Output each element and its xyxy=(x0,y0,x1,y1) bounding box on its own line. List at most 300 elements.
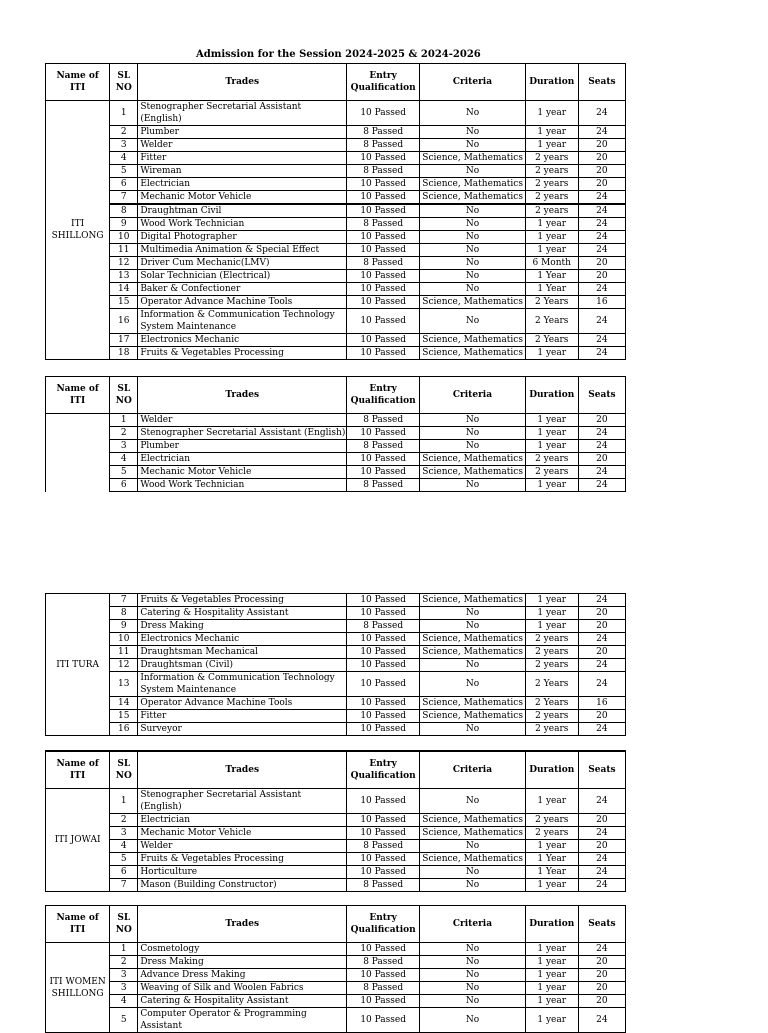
cell-sl: 1 xyxy=(110,414,138,427)
cell-seats: 24 xyxy=(578,466,625,479)
cell-trade: Electrician xyxy=(138,814,347,827)
table-row xyxy=(46,334,626,347)
cell-trade: Electrician xyxy=(138,178,347,191)
cell-entry: 10 Passed xyxy=(347,723,420,736)
cell-trade: Draughtsman (Civil) xyxy=(138,659,347,672)
cell-criteria: No xyxy=(420,943,525,956)
cell-trade: Mechanic Motor Vehicle xyxy=(138,466,347,479)
cell-sl: 5 xyxy=(110,853,138,866)
cell-trade: Advance Dress Making xyxy=(138,969,347,982)
cell-duration: 2 years xyxy=(525,204,578,218)
cell-seats: 20 xyxy=(578,969,625,982)
table-row xyxy=(46,101,626,126)
cell-seats: 20 xyxy=(578,152,625,165)
cell-duration: 1 year xyxy=(525,789,578,814)
cell-entry: 8 Passed xyxy=(347,218,420,231)
cell-seats: 20 xyxy=(578,956,625,969)
cell-entry: 10 Passed xyxy=(347,659,420,672)
cell-entry: 10 Passed xyxy=(347,466,420,479)
cell-seats: 20 xyxy=(578,620,625,633)
cell-entry: 8 Passed xyxy=(347,165,420,178)
table-row xyxy=(46,231,626,244)
cell-duration: 1 year xyxy=(525,943,578,956)
cell-criteria: No xyxy=(420,982,525,995)
cell-duration: 2 years xyxy=(525,646,578,659)
cell-entry: 10 Passed xyxy=(347,270,420,283)
table-row xyxy=(46,853,626,866)
cell-sl: 9 xyxy=(110,620,138,633)
table-row xyxy=(46,347,626,360)
cell-entry: 10 Passed xyxy=(347,191,420,205)
cell-criteria: No xyxy=(420,270,525,283)
table-row xyxy=(46,646,626,659)
jowai-table xyxy=(45,750,626,892)
cell-duration: 1 year xyxy=(525,607,578,620)
header-row xyxy=(46,377,626,414)
cell-duration: 2 Years xyxy=(525,697,578,710)
cell-duration: 1 year xyxy=(525,231,578,244)
cell-criteria: No xyxy=(420,866,525,879)
cell-duration: 1 year xyxy=(525,479,578,492)
cell-criteria: No xyxy=(420,283,525,296)
table-row xyxy=(46,879,626,892)
cell-entry: 10 Passed xyxy=(347,178,420,191)
cell-seats: 20 xyxy=(578,178,625,191)
cell-entry: 10 Passed xyxy=(347,427,420,440)
cell-trade: Driver Cum Mechanic(LMV) xyxy=(138,257,347,270)
header-sl: SL NO xyxy=(110,377,138,414)
cell-duration: 2 years xyxy=(525,165,578,178)
cell-entry: 8 Passed xyxy=(347,840,420,853)
cell-duration: 2 Years xyxy=(525,334,578,347)
header-row xyxy=(46,751,626,789)
cell-sl: 15 xyxy=(110,296,138,309)
cell-criteria: No xyxy=(420,956,525,969)
table-iti-shillong xyxy=(45,63,626,360)
cell-sl: 4 xyxy=(110,152,138,165)
cell-sl: 3 xyxy=(110,139,138,152)
cell-trade: Welder xyxy=(138,414,347,427)
cell-entry: 8 Passed xyxy=(347,126,420,139)
cell-duration: 2 years xyxy=(525,453,578,466)
cell-seats: 24 xyxy=(578,334,625,347)
cell-entry: 10 Passed xyxy=(347,283,420,296)
cell-criteria: No xyxy=(420,1008,525,1033)
cell-entry: 8 Passed xyxy=(347,620,420,633)
table-row xyxy=(46,814,626,827)
cell-trade: Fitter xyxy=(138,710,347,723)
table-iti-tura-a xyxy=(45,376,626,492)
cell-seats: 24 xyxy=(578,633,625,646)
cell-seats: 24 xyxy=(578,204,625,218)
cell-trade: Draughtman Civil xyxy=(138,204,347,218)
cell-entry: 10 Passed xyxy=(347,607,420,620)
cell-trade: Wood Work Technician xyxy=(138,479,347,492)
cell-entry: 8 Passed xyxy=(347,257,420,270)
cell-seats: 20 xyxy=(578,414,625,427)
cell-trade: Electronics Mechanic xyxy=(138,334,347,347)
cell-duration: 1 year xyxy=(525,594,578,607)
cell-trade: Plumber xyxy=(138,126,347,139)
cell-criteria: Science, Mathematics xyxy=(420,710,525,723)
cell-seats: 20 xyxy=(578,139,625,152)
table-row xyxy=(46,943,626,956)
cell-criteria: Science, Mathematics xyxy=(420,827,525,840)
cell-trade: Stenographer Secretarial Assistant (English) xyxy=(138,101,347,126)
cell-duration: 1 year xyxy=(525,440,578,453)
cell-duration: 2 years xyxy=(525,723,578,736)
cell-criteria: No xyxy=(420,840,525,853)
cell-criteria: Science, Mathematics xyxy=(420,697,525,710)
table-row xyxy=(46,218,626,231)
cell-trade: Solar Technician (Electrical) xyxy=(138,270,347,283)
cell-seats: 24 xyxy=(578,347,625,360)
cell-seats: 20 xyxy=(578,257,625,270)
cell-seats: 24 xyxy=(578,427,625,440)
cell-entry: 10 Passed xyxy=(347,827,420,840)
cell-entry: 10 Passed xyxy=(347,594,420,607)
cell-entry: 8 Passed xyxy=(347,879,420,892)
header-duration: Duration xyxy=(525,64,578,101)
cell-duration: 1 year xyxy=(525,1008,578,1033)
cell-duration: 2 years xyxy=(525,466,578,479)
cell-sl: 9 xyxy=(110,218,138,231)
cell-seats: 20 xyxy=(578,710,625,723)
table-row xyxy=(46,309,626,334)
cell-seats: 20 xyxy=(578,840,625,853)
cell-criteria: No xyxy=(420,440,525,453)
header-seats: Seats xyxy=(578,906,625,943)
cell-duration: 2 Years xyxy=(525,672,578,697)
cell-criteria: Science, Mathematics xyxy=(420,853,525,866)
cell-duration: 2 years xyxy=(525,191,578,205)
table-row xyxy=(46,257,626,270)
cell-trade: Information & Communication Technology System Maintenance xyxy=(138,672,347,697)
cell-sl: 2 xyxy=(110,814,138,827)
table-row xyxy=(46,723,626,736)
cell-duration: 1 year xyxy=(525,879,578,892)
cell-seats: 24 xyxy=(578,244,625,257)
cell-duration: 1 year xyxy=(525,995,578,1008)
header-criteria: Criteria xyxy=(420,906,525,943)
cell-criteria: No xyxy=(420,257,525,270)
cell-seats: 20 xyxy=(578,453,625,466)
cell-duration: 2 years xyxy=(525,827,578,840)
cell-sl: 7 xyxy=(110,191,138,205)
cell-entry: 10 Passed xyxy=(347,866,420,879)
header-sl: SL NO xyxy=(110,751,138,789)
table-row xyxy=(46,607,626,620)
header-entry: Entry Qualification xyxy=(347,751,420,789)
header-entry: Entry Qualification xyxy=(347,377,420,414)
table-row xyxy=(46,440,626,453)
cell-trade: Catering & Hospitality Assistant xyxy=(138,607,347,620)
cell-criteria: No xyxy=(420,607,525,620)
iti-name-cell: ITI JOWAI xyxy=(46,789,110,892)
cell-seats: 24 xyxy=(578,672,625,697)
cell-entry: 8 Passed xyxy=(347,139,420,152)
table-row xyxy=(46,866,626,879)
cell-trade: Wireman xyxy=(138,165,347,178)
cell-duration: 1 year xyxy=(525,982,578,995)
document-title: Admission for the Session 2024-2025 & 2024-2026 xyxy=(196,49,481,60)
cell-criteria: Science, Mathematics xyxy=(420,178,525,191)
cell-entry: 10 Passed xyxy=(347,853,420,866)
cell-duration: 1 year xyxy=(525,244,578,257)
cell-criteria: No xyxy=(420,231,525,244)
cell-sl: 8 xyxy=(110,607,138,620)
table-row xyxy=(46,1008,626,1033)
cell-duration: 1 year xyxy=(525,139,578,152)
cell-duration: 2 years xyxy=(525,710,578,723)
header-seats: Seats xyxy=(578,64,625,101)
cell-entry: 10 Passed xyxy=(347,334,420,347)
header-trades: Trades xyxy=(138,377,347,414)
cell-sl: 14 xyxy=(110,283,138,296)
cell-criteria: Science, Mathematics xyxy=(420,814,525,827)
cell-criteria: No xyxy=(420,723,525,736)
cell-trade: Fruits & Vegetables Processing xyxy=(138,594,347,607)
table-row xyxy=(46,479,626,492)
cell-criteria: No xyxy=(420,414,525,427)
table-row xyxy=(46,594,626,607)
cell-trade: Surveyor xyxy=(138,723,347,736)
cell-seats: 20 xyxy=(578,982,625,995)
cell-sl: 13 xyxy=(110,270,138,283)
cell-criteria: No xyxy=(420,165,525,178)
cell-entry: 10 Passed xyxy=(347,347,420,360)
header-entry: Entry Qualification xyxy=(347,64,420,101)
cell-criteria: No xyxy=(420,659,525,672)
cell-seats: 24 xyxy=(578,191,625,205)
cell-seats: 24 xyxy=(578,440,625,453)
table-row xyxy=(46,697,626,710)
cell-trade: Fruits & Vegetables Processing xyxy=(138,853,347,866)
cell-trade: Stenographer Secretarial Assistant (English) xyxy=(138,789,347,814)
iti-name-cell: ITI SHILLONG xyxy=(46,101,110,360)
cell-criteria: No xyxy=(420,620,525,633)
cell-trade: Fruits & Vegetables Processing xyxy=(138,347,347,360)
cell-duration: 1 year xyxy=(525,414,578,427)
cell-seats: 24 xyxy=(578,827,625,840)
cell-sl: 5 xyxy=(110,466,138,479)
cell-entry: 10 Passed xyxy=(347,1008,420,1033)
cell-criteria: Science, Mathematics xyxy=(420,466,525,479)
cell-entry: 10 Passed xyxy=(347,943,420,956)
cell-duration: 1 Year xyxy=(525,853,578,866)
cell-criteria: No xyxy=(420,789,525,814)
header-name: Name of ITI xyxy=(46,906,110,943)
cell-trade: Digital Photographer xyxy=(138,231,347,244)
cell-seats: 24 xyxy=(578,1008,625,1033)
table-row xyxy=(46,191,626,205)
cell-duration: 1 year xyxy=(525,101,578,126)
cell-entry: 8 Passed xyxy=(347,982,420,995)
table-row xyxy=(46,620,626,633)
cell-trade: Operator Advance Machine Tools xyxy=(138,296,347,309)
cell-trade: Operator Advance Machine Tools xyxy=(138,697,347,710)
table-row xyxy=(46,453,626,466)
cell-trade: Electrician xyxy=(138,453,347,466)
cell-criteria: No xyxy=(420,126,525,139)
cell-trade: Electronics Mechanic xyxy=(138,633,347,646)
table-row xyxy=(46,995,626,1008)
women-table xyxy=(45,905,626,1033)
cell-trade: Dress Making xyxy=(138,956,347,969)
table-row xyxy=(46,204,626,218)
table-row xyxy=(46,414,626,427)
cell-sl: 1 xyxy=(110,101,138,126)
table-row xyxy=(46,672,626,697)
cell-duration: 6 Month xyxy=(525,257,578,270)
table-row xyxy=(46,270,626,283)
header-duration: Duration xyxy=(525,751,578,789)
cell-sl: 16 xyxy=(110,309,138,334)
cell-sl: 8 xyxy=(110,204,138,218)
cell-trade: Baker & Confectioner xyxy=(138,283,347,296)
cell-trade: Dress Making xyxy=(138,620,347,633)
cell-trade: Welder xyxy=(138,139,347,152)
header-row xyxy=(46,906,626,943)
cell-duration: 1 year xyxy=(525,969,578,982)
cell-sl: 10 xyxy=(110,231,138,244)
cell-sl: 15 xyxy=(110,710,138,723)
cell-sl: 16 xyxy=(110,723,138,736)
cell-criteria: No xyxy=(420,244,525,257)
cell-seats: 16 xyxy=(578,296,625,309)
cell-entry: 10 Passed xyxy=(347,101,420,126)
table-row xyxy=(46,126,626,139)
cell-criteria: No xyxy=(420,427,525,440)
cell-duration: 1 year xyxy=(525,126,578,139)
header-name: Name of ITI xyxy=(46,64,110,101)
header-trades: Trades xyxy=(138,906,347,943)
header-sl: SL NO xyxy=(110,64,138,101)
table-iti-jowai xyxy=(45,750,626,892)
header-name: Name of ITI xyxy=(46,377,110,414)
cell-duration: 1 year xyxy=(525,218,578,231)
cell-criteria: No xyxy=(420,879,525,892)
cell-entry: 10 Passed xyxy=(347,296,420,309)
cell-entry: 10 Passed xyxy=(347,789,420,814)
cell-sl: 10 xyxy=(110,633,138,646)
cell-trade: Stenographer Secretarial Assistant (English) xyxy=(138,427,347,440)
cell-sl: 4 xyxy=(110,453,138,466)
table-row xyxy=(46,296,626,309)
iti-name-cell xyxy=(46,414,110,492)
header-criteria: Criteria xyxy=(420,377,525,414)
cell-sl: 6 xyxy=(110,178,138,191)
cell-duration: 1 Year xyxy=(525,270,578,283)
cell-criteria: No xyxy=(420,969,525,982)
cell-criteria: Science, Mathematics xyxy=(420,633,525,646)
cell-seats: 24 xyxy=(578,231,625,244)
cell-trade: Multimedia Animation & Special Effect xyxy=(138,244,347,257)
cell-sl: 17 xyxy=(110,334,138,347)
cell-entry: 10 Passed xyxy=(347,995,420,1008)
cell-trade: Cosmetology xyxy=(138,943,347,956)
cell-seats: 24 xyxy=(578,879,625,892)
cell-criteria: Science, Mathematics xyxy=(420,296,525,309)
cell-sl: 4 xyxy=(110,995,138,1008)
header-sl: SL NO xyxy=(110,906,138,943)
table-row xyxy=(46,244,626,257)
cell-duration: 1 year xyxy=(525,347,578,360)
header-entry: Entry Qualification xyxy=(347,906,420,943)
cell-entry: 8 Passed xyxy=(347,479,420,492)
cell-duration: 2 years xyxy=(525,659,578,672)
table-row xyxy=(46,165,626,178)
cell-sl: 12 xyxy=(110,659,138,672)
cell-duration: 2 Years xyxy=(525,309,578,334)
cell-duration: 1 year xyxy=(525,427,578,440)
cell-sl: 11 xyxy=(110,244,138,257)
cell-criteria: No xyxy=(420,995,525,1008)
cell-criteria: No xyxy=(420,204,525,218)
cell-seats: 24 xyxy=(578,101,625,126)
cell-seats: 20 xyxy=(578,814,625,827)
table-row xyxy=(46,840,626,853)
cell-entry: 10 Passed xyxy=(347,646,420,659)
cell-seats: 24 xyxy=(578,789,625,814)
cell-seats: 24 xyxy=(578,853,625,866)
cell-criteria: No xyxy=(420,672,525,697)
cell-entry: 10 Passed xyxy=(347,244,420,257)
cell-duration: 1 year xyxy=(525,840,578,853)
cell-sl: 11 xyxy=(110,646,138,659)
table-row xyxy=(46,633,626,646)
cell-seats: 16 xyxy=(578,697,625,710)
cell-criteria: Science, Mathematics xyxy=(420,453,525,466)
cell-criteria: Science, Mathematics xyxy=(420,347,525,360)
cell-sl: 5 xyxy=(110,165,138,178)
cell-duration: 2 Years xyxy=(525,296,578,309)
cell-seats: 24 xyxy=(578,943,625,956)
cell-duration: 1 year xyxy=(525,620,578,633)
cell-seats: 24 xyxy=(578,479,625,492)
header-duration: Duration xyxy=(525,906,578,943)
header-trades: Trades xyxy=(138,64,347,101)
tura-table-a xyxy=(45,376,626,492)
cell-sl: 3 xyxy=(110,969,138,982)
cell-sl: 1 xyxy=(110,943,138,956)
cell-sl: 2 xyxy=(110,427,138,440)
cell-duration: 2 years xyxy=(525,178,578,191)
cell-criteria: No xyxy=(420,101,525,126)
cell-seats: 20 xyxy=(578,165,625,178)
cell-trade: Information & Communication Technology System Maintenance xyxy=(138,309,347,334)
table-row xyxy=(46,827,626,840)
cell-sl: 2 xyxy=(110,126,138,139)
cell-sl: 12 xyxy=(110,257,138,270)
cell-criteria: Science, Mathematics xyxy=(420,646,525,659)
header-criteria: Criteria xyxy=(420,751,525,789)
table-row xyxy=(46,659,626,672)
cell-trade: Computer Operator & Programming Assistant xyxy=(138,1008,347,1033)
cell-duration: 2 years xyxy=(525,814,578,827)
cell-entry: 10 Passed xyxy=(347,814,420,827)
cell-seats: 20 xyxy=(578,646,625,659)
cell-sl: 13 xyxy=(110,672,138,697)
cell-sl: 7 xyxy=(110,879,138,892)
cell-entry: 10 Passed xyxy=(347,231,420,244)
table-row xyxy=(46,427,626,440)
cell-trade: Plumber xyxy=(138,440,347,453)
table-row xyxy=(46,139,626,152)
cell-sl: 7 xyxy=(110,594,138,607)
cell-entry: 10 Passed xyxy=(347,969,420,982)
cell-entry: 10 Passed xyxy=(347,672,420,697)
